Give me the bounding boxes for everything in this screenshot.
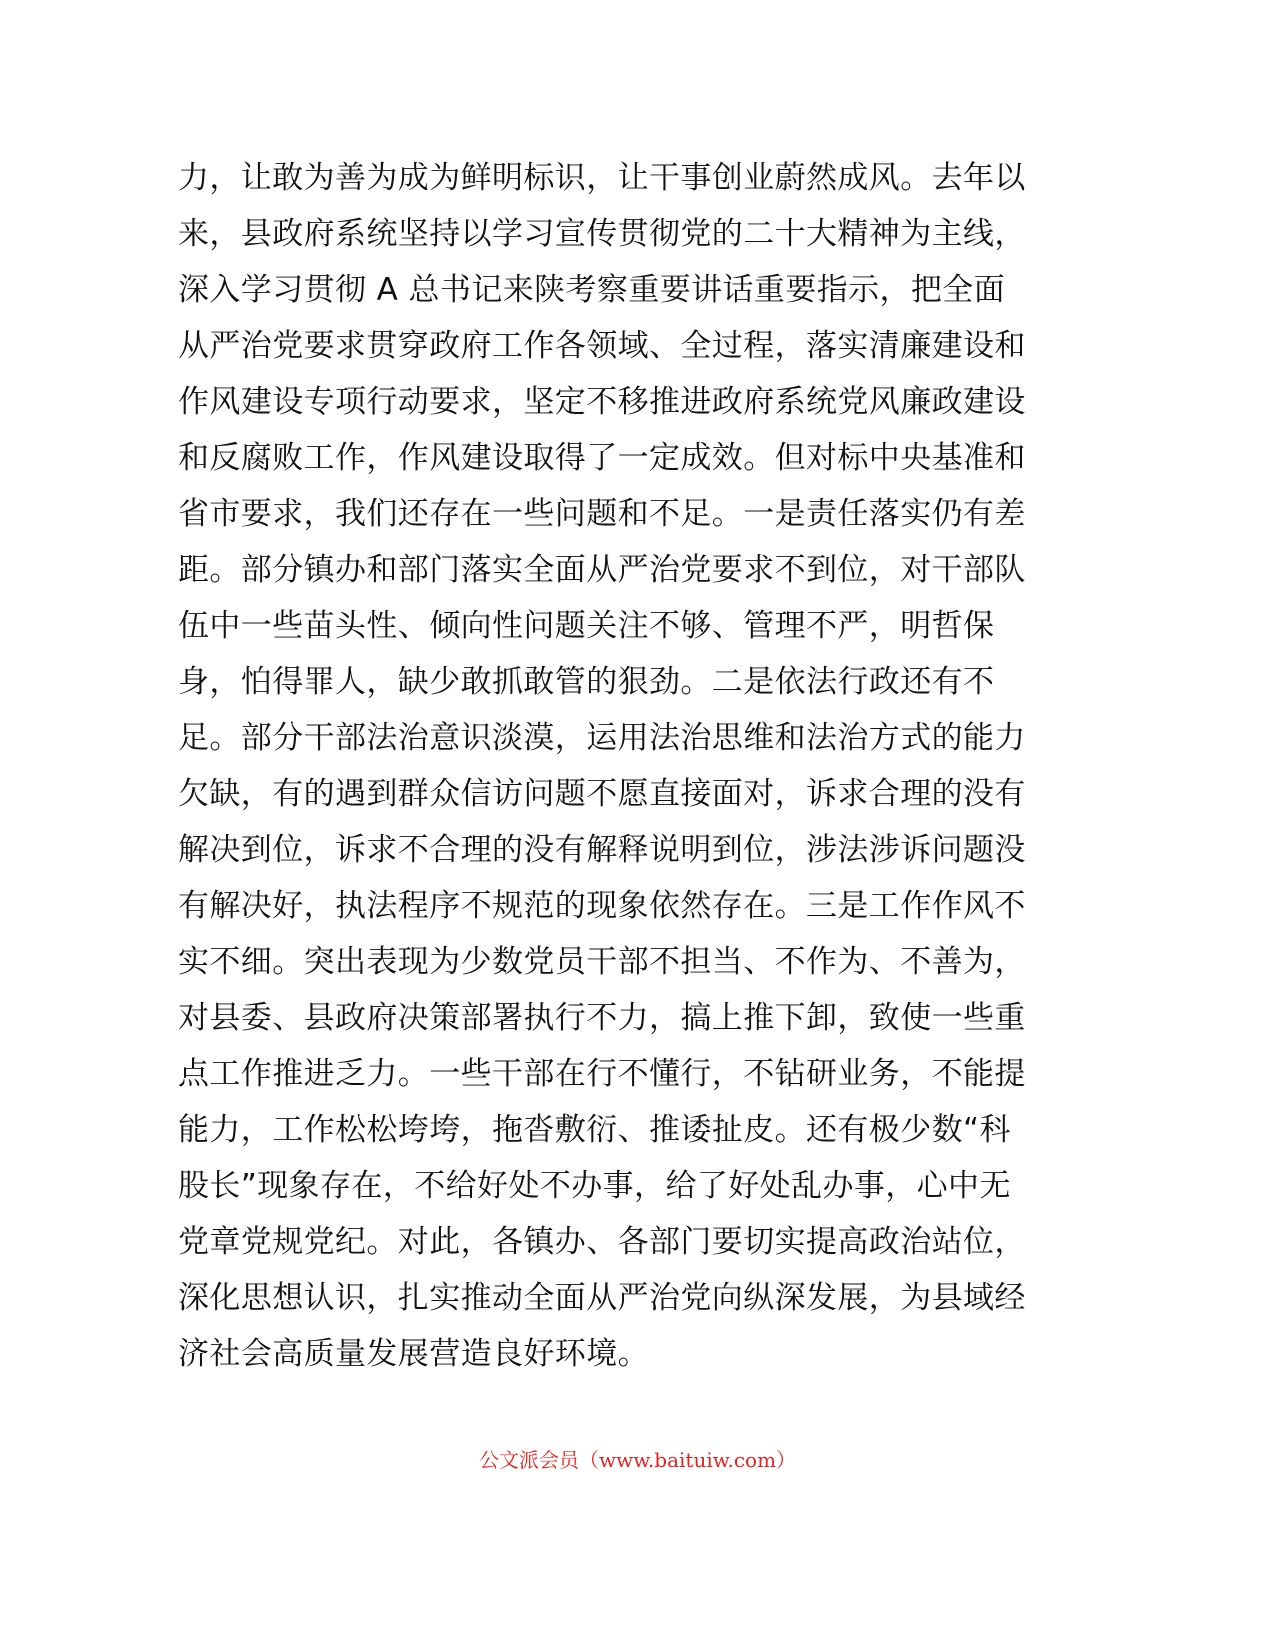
text-line: 和反腐败工作，作风建设取得了一定成效。但对标中央基准和 [178,440,1026,476]
footer-watermark-link[interactable]: 公文派会员（www.baituiw.com） [478,1448,797,1472]
text-line: 省市要求，我们还存在一些问题和不足。一是责任落实仍有差 [178,496,1026,532]
text-line: 身，怕得罪人，缺少敢抓敢管的狠劲。二是依法行政还有不 [178,664,995,700]
text-line: 实不细。突出表现为少数党员干部不担当、不作为、不善为， [178,944,1026,980]
text-line: 有解决好，执法程序不规范的现象依然存在。三是工作作风不 [178,888,1026,924]
text-line: 深入学习贯彻 A 总书记来陕考察重要讲话重要指示，把全面 [178,272,1006,308]
text-line: 足。部分干部法治意识淡漠，运用法治思维和法治方式的能力 [178,720,1026,756]
text-line: 解决到位，诉求不合理的没有解释说明到位，涉法涉诉问题没 [178,832,1026,868]
text-line: 力，让敢为善为成为鲜明标识，让干事创业蔚然成风。去年以 [178,160,1026,196]
text-line: 党章党规党纪。对此，各镇办、各部门要切实提高政治站位， [178,1224,1026,1260]
text-line: 从严治党要求贯穿政府工作各领域、全过程，落实清廉建设和 [178,328,1026,364]
text-line: 伍中一些苗头性、倾向性问题关注不够、管理不严，明哲保 [178,608,995,644]
text-line: 欠缺，有的遇到群众信访问题不愿直接面对，诉求合理的没有 [178,776,1026,812]
text-line: 来，县政府系统坚持以学习宣传贯彻党的二十大精神为主线， [178,216,1026,252]
text-line: 股长”现象存在，不给好处不办事，给了好处乱办事，心中无 [178,1168,1011,1204]
text-line: 济社会高质量发展营造良好环境。 [178,1336,649,1372]
text-line: 深化思想认识，扎实推动全面从严治党向纵深发展，为县域经 [178,1280,1026,1316]
text-line: 点工作推进乏力。一些干部在行不懂行，不钻研业务，不能提 [178,1056,1026,1092]
body-paragraph [178,150,1058,1382]
text-line: 能力，工作松松垮垮，拖沓敷衍、推诿扯皮。还有极少数“科 [178,1112,1011,1148]
text-line: 距。部分镇办和部门落实全面从严治党要求不到位，对干部队 [178,552,1026,588]
text-line: 对县委、县政府决策部署执行不力，搞上推下卸，致使一些重 [178,1000,1026,1036]
text-line: 作风建设专项行动要求，坚定不移推进政府系统党风廉政建设 [178,384,1026,420]
